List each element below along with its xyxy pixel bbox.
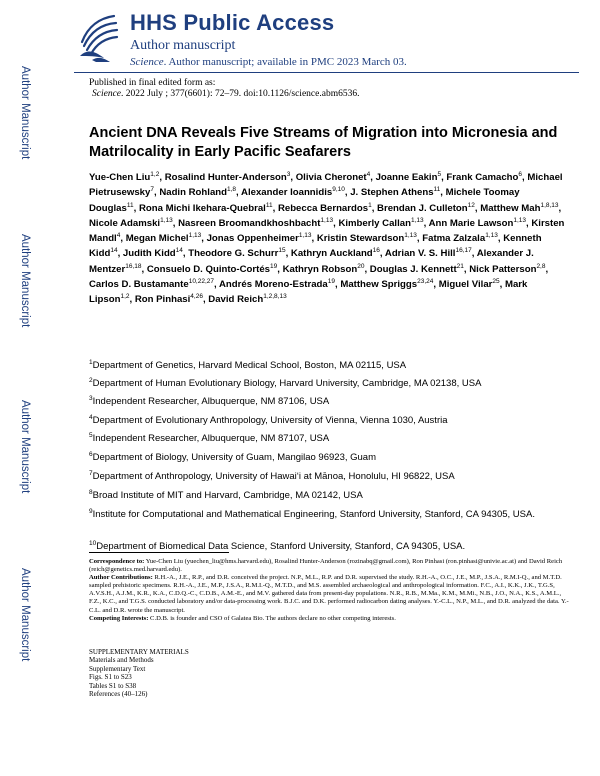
supplementary-line: Supplementary Text bbox=[89, 664, 146, 673]
author-manuscript-label: Author manuscript bbox=[130, 38, 236, 53]
author-affiliation-sup: 1,2 bbox=[150, 170, 160, 178]
author-name: Adrian V. S. Hill$^{16,17}$ bbox=[384, 247, 472, 260]
author-name: Miguel Vilar$^{25}$ bbox=[438, 277, 500, 291]
author-affiliation-sup: 1,2,8,13 bbox=[263, 293, 287, 301]
author-affiliation-sup: 14 bbox=[175, 247, 183, 255]
hhs-header bbox=[74, 10, 574, 70]
affiliation-text: Institute for Computational and Mathematical Engineering, Stanford University, Stanford, CA 94305, USA. bbox=[92, 509, 535, 520]
author-name: J. Stephen Athens$^{11}$ bbox=[350, 186, 441, 199]
citation-line bbox=[89, 89, 359, 100]
author-affiliation-sup: 11 bbox=[126, 201, 134, 209]
affiliation-text: Department of Biology, University of Guam, Mangilao 96923, Guam bbox=[92, 452, 377, 463]
author-contributions bbox=[89, 574, 571, 614]
affiliation-item bbox=[89, 470, 565, 483]
author-name: David Reich$^{1,2,8,13}$ bbox=[208, 293, 287, 306]
competing-label: Competing Interests: bbox=[89, 614, 149, 622]
affiliation-item bbox=[89, 395, 565, 408]
affiliation-item bbox=[89, 432, 565, 445]
author-name: Carlos D. Bustamante$^{10,22,27}$ bbox=[89, 277, 215, 291]
author-name: Michele Toomay Douglas$^{11}$ bbox=[89, 187, 520, 214]
affiliation-number: 8 bbox=[89, 488, 93, 496]
affiliation-number: 2 bbox=[89, 376, 93, 384]
side-label-author-manuscript: Author Manuscript bbox=[19, 568, 31, 662]
author-name: Nasreen Broomandkhoshbacht$^{1,13}$ bbox=[178, 216, 334, 229]
header-divider bbox=[74, 72, 579, 73]
author-name: Jonas Oppenheimer$^{1,13}$ bbox=[206, 232, 312, 245]
author-affiliation-sup: 2,8 bbox=[536, 262, 546, 270]
author-name: Brendan J. Culleton$^{12}$ bbox=[377, 201, 475, 214]
affiliation-number: 10 bbox=[89, 539, 97, 547]
affiliation-text: Department of Biomedical Data Science, Stanford University, Stanford, CA 94305, USA. bbox=[96, 541, 466, 552]
affiliation-item bbox=[89, 508, 565, 521]
supplementary-materials bbox=[89, 648, 389, 698]
author-name: Nadin Rohland$^{1,8}$ bbox=[159, 186, 237, 199]
affiliation-number: 1 bbox=[89, 358, 93, 366]
affiliation-item bbox=[89, 377, 565, 390]
correspondence bbox=[89, 558, 571, 574]
author-name: Fatma Zalzala$^{1,13}$ bbox=[422, 232, 498, 245]
supplementary-line: Figs. S1 to S23 bbox=[89, 673, 132, 682]
author-name: Judith Kidd$^{14}$ bbox=[122, 247, 183, 260]
author-name: Rebecca Bernardos$^1$ bbox=[277, 201, 372, 214]
author-affiliation-sup: 16,18 bbox=[125, 262, 142, 270]
author-affiliation-sup: 1,8,13 bbox=[540, 201, 559, 209]
author-name: Rosalind Hunter-Anderson$^3$ bbox=[164, 170, 291, 183]
author-affiliation-sup: 16,17 bbox=[455, 247, 472, 255]
affiliation-text: Broad Institute of MIT and Harvard, Cambridge, MA 02142, USA bbox=[92, 490, 363, 501]
affiliation-number: 6 bbox=[89, 450, 93, 458]
author-affiliation-sup: 6 bbox=[518, 170, 523, 178]
hhs-title: HHS Public Access bbox=[130, 10, 335, 35]
author-affiliation-sup: 23,24 bbox=[417, 277, 434, 285]
affiliation-number: 9 bbox=[89, 507, 93, 515]
author-name: Kathryn Robson$^{20}$ bbox=[282, 262, 365, 275]
supplementary-line: Tables S1 to S38 bbox=[89, 681, 137, 690]
hhs-eagle-logo-icon bbox=[74, 12, 124, 64]
author-affiliation-sup: 10,22,27 bbox=[188, 277, 215, 285]
author-affiliation-sup: 16 bbox=[372, 247, 380, 255]
author-affiliation-sup: 1,13 bbox=[410, 216, 424, 224]
affiliation-text: Department of Genetics, Harvard Medical School, Boston, MA 02115, USA bbox=[92, 360, 407, 371]
affiliation-number: 5 bbox=[89, 431, 93, 439]
author-affiliation-sup: 1,13 bbox=[513, 216, 527, 224]
author-name: Alexander J. Mentzer$^{16,18}$ bbox=[89, 248, 534, 275]
affiliation-text: Department of Evolutionary Anthropology, University of Vienna, Vienna 1030, Austria bbox=[92, 415, 448, 426]
author-affiliation-sup: 4 bbox=[366, 170, 371, 178]
contributions-text: R.H.-A., J.E., R.P., and D.R. conceived the project. N.P., M.L., R.P. and D.R. supervised the study. R.H.-A., O.C., J.E., M.P., J.S.A., R.M.I-Q., and M.T.D. sampled prehistoric specimens. R.H.-A., J.E., M.P., J.S.A., R.M.I.-Q., M.T.D., and M.S. assembled archaeological and anthropological information. F.C., A.I., K.K., J.K., T.G.S, A.V.S.H., A.J.M., K.R., K.A., C.D.Q.-C., C.D.B., A.M.-E., and M.V. gathered data from present-day populations. N.R., R.B., M.Ma., K.M., M.Mi., N.B., J.O., N.A., K.S., A.M.L., F.Z., K.C., and T.G.S. conducted laboratory and/or data-processing work. B.J.C. and D.K. performed radiocarbon dating analyses. Y.-C.L., N.P., M.L., and D.R. analyzed the data. Y.-C.L. and D.R. wrote the manuscript. bbox=[89, 574, 569, 614]
author-name: Michael Pietrusewsky$^7$ bbox=[89, 172, 563, 199]
author-name: Nicole Adamski$^{1,13}$ bbox=[89, 216, 173, 229]
author-name: Kimberly Callan$^{1,13}$ bbox=[338, 216, 424, 229]
affiliation-number: 3 bbox=[89, 394, 93, 402]
correspondence-label: Correspondence to: bbox=[89, 558, 145, 565]
footnote-divider bbox=[89, 552, 229, 553]
journal-name: Science bbox=[130, 56, 164, 68]
author-affiliation-sup: 1,13 bbox=[404, 232, 417, 239]
author-affiliation-sup: 4 bbox=[116, 232, 121, 239]
author-name: Consuelo D. Quinto-Cortés$^{19}$ bbox=[146, 262, 278, 275]
affiliation-number: 4 bbox=[89, 413, 93, 421]
author-name: Frank Camacho$^6$ bbox=[446, 170, 523, 183]
author-name: Yue-Chen Liu$^{1,2}$ bbox=[89, 170, 160, 183]
author-name: Theodore G. Schurr$^{15}$ bbox=[188, 247, 286, 260]
citation-journal: Science bbox=[92, 89, 122, 99]
author-name: Rona Michi Ikehara-Quebral$^{11}$ bbox=[138, 201, 273, 214]
author-list: Yue-Chen Liu$^{1,2}$, Rosalind Hunter-Anderson$^3$, Olivia Cheronet$^4$, Joanne Eakin$^5$, Frank Camacho$^6$, Michael Pietrusewsky$^7$, Nadin Rohland$^{1,8}$, Alexander Ioannidis$^{9,10}$, J. Stephen Athens$^{11}$, Michele Toomay Douglas$^{11}$, Rona Michi Ikehara-Quebral$^{11}$, Rebecca Bernardos$^1$, Brendan J. Culleton$^{12}$, Matthew Mah$^{1,8,13}$, Nicole Adamski$^{1,13}$, Nasreen Broomandkhoshbacht$^{1,13}$, Kimberly Callan$^{1,13}$, Ann Marie Lawson$^{1,13}$, Kirsten Mandl$^4$, Megan Michel$^{1,13}$, Jonas Oppenheimer$^{1,13}$, Kristin Stewardson$^{1,13}$, Fatma Zalzala$^{1,13}$, Kenneth Kidd$^{14}$, Judith Kidd$^{14}$, Theodore G. Schurr$^{15}$, Kathryn Auckland$^{16}$, Adrian V. S. Hill$^{16,17}$, Alexander J. Mentzer$^{16,18}$, Consuelo D. Quinto-Cortés$^{19}$, Kathryn Robson$^{20}$, Douglas J. Kennett$^{21}$, Nick Patterson$^{2,8}$, Carlos D. Bustamante$^{10,22,27}$, Andrés Moreno-Estrada$^{19}$, Matthew Spriggs$^{23,24}$, Miguel Vilar$^{25}$, Mark Lipson$^{1,2}$, Ron Pinhasi$^{4,26}$, David Reich$^{1,2,8,13}$ bbox=[89, 170, 565, 306]
paper-title: Ancient DNA Reveals Five Streams of Migration into Micronesia and Matrilocality in Early Pacific Seafarers bbox=[89, 125, 558, 160]
author-affiliation-sup: 21 bbox=[456, 262, 464, 270]
author-name: Nick Patterson$^{2,8}$ bbox=[469, 262, 546, 275]
author-affiliation-sup: 1,8 bbox=[227, 186, 237, 194]
correspondence-block bbox=[89, 558, 571, 623]
side-label-author-manuscript: Author Manuscript bbox=[19, 66, 31, 160]
affiliation-item bbox=[89, 451, 565, 464]
affiliation-item bbox=[89, 359, 565, 372]
author-affiliation-sup: 1,13 bbox=[320, 216, 334, 224]
affiliation-item bbox=[89, 414, 565, 427]
correspondence-text: Yue-Chen Liu (yuechen_liu@hms.harvard.edu), Rosalind Hunter-Anderson (rozinabq@gmail.com), Ron Pinhasi (ron.pinhasi@univie.ac.at) and David Reich (reich@genetics.med.harvard.edu). bbox=[89, 558, 563, 574]
side-label-author-manuscript: Author Manuscript bbox=[19, 234, 31, 328]
author-name: Douglas J. Kennett$^{21}$ bbox=[369, 262, 464, 275]
supplementary-line: SUPPLEMENTARY MATERIALS bbox=[89, 648, 189, 656]
supplementary-line: References (40–126) bbox=[89, 690, 148, 699]
author-name: Kirsten Mandl$^4$ bbox=[89, 217, 565, 245]
author-affiliation-sup: 4,26 bbox=[190, 293, 203, 301]
citation-text: . 2022 July ; 377(6601): 72–79. doi:10.1126/science.abm6536. bbox=[121, 89, 360, 99]
affiliation-text: Department of Human Evolutionary Biology, Harvard University, Cambridge, MA 02138, USA bbox=[92, 378, 482, 389]
author-affiliation-sup: 5 bbox=[437, 170, 442, 178]
author-name: Alexander Ioannidis$^{9,10}$ bbox=[241, 186, 345, 199]
author-affiliation-sup: 15 bbox=[278, 247, 286, 255]
author-name: Kathryn Auckland$^{16}$ bbox=[290, 247, 380, 260]
contributions-label: Author Contributions: bbox=[89, 574, 153, 582]
author-affiliation-sup: 3 bbox=[286, 170, 291, 178]
affiliation-text: Department of Anthropology, University of Hawai‘i at Mānoa, Honolulu, HI 96822, USA bbox=[92, 471, 455, 482]
author-affiliation-sup: 1,2 bbox=[120, 293, 130, 301]
author-affiliation-sup: 12 bbox=[467, 201, 475, 209]
author-name: Megan Michel$^{1,13}$ bbox=[125, 232, 202, 245]
author-name: Ann Marie Lawson$^{1,13}$ bbox=[428, 216, 527, 229]
publication-info bbox=[89, 78, 359, 100]
author-affiliation-sup: 1,13 bbox=[160, 216, 173, 224]
author-affiliation-sup: 20 bbox=[357, 262, 365, 270]
affiliation-number: 7 bbox=[89, 469, 93, 477]
published-label: Published in final edited form as: bbox=[89, 78, 216, 88]
author-name: Andrés Moreno-Estrada$^{19}$ bbox=[219, 277, 335, 291]
author-name: Joanne Eakin$^5$ bbox=[375, 170, 442, 183]
author-affiliation-sup: 19 bbox=[270, 262, 278, 270]
author-affiliation-sup: 25 bbox=[492, 277, 500, 285]
author-affiliation-sup: 1,13 bbox=[298, 232, 312, 239]
author-affiliation-sup: 11 bbox=[265, 201, 273, 209]
author-name: Kenneth Kidd$^{14}$ bbox=[89, 233, 542, 260]
affiliation-item bbox=[89, 489, 565, 502]
author-affiliation-sup: 1 bbox=[368, 201, 372, 209]
author-affiliation-sup: 11 bbox=[433, 186, 441, 194]
author-affiliation-sup: 1,13 bbox=[188, 232, 202, 239]
supplementary-line: Materials and Methods bbox=[89, 656, 154, 665]
competing-interests bbox=[89, 615, 571, 623]
author-affiliation-sup: 9,10 bbox=[332, 186, 345, 194]
affiliation-text: Independent Researcher, Albuquerque, NM 87107, USA bbox=[92, 433, 330, 444]
side-label-author-manuscript: Author Manuscript bbox=[19, 400, 31, 494]
affiliation-text: Independent Researcher, Albuquerque, NM 87106, USA bbox=[92, 396, 330, 407]
availability-text: . Author manuscript; available in PMC 2023 March 03. bbox=[163, 56, 407, 68]
author-name: Olivia Cheronet$^4$ bbox=[295, 170, 371, 183]
author-name: Matthew Spriggs$^{23,24}$ bbox=[340, 277, 434, 291]
author-affiliation-sup: 14 bbox=[110, 247, 118, 255]
availability-line bbox=[130, 56, 407, 68]
author-affiliation-sup: 7 bbox=[150, 186, 154, 194]
author-name: Ron Pinhasi$^{4,26}$ bbox=[134, 293, 203, 306]
author-name: Matthew Mah$^{1,8,13}$ bbox=[480, 201, 559, 214]
author-affiliation-sup: 19 bbox=[327, 277, 335, 285]
author-name: Kristin Stewardson$^{1,13}$ bbox=[316, 232, 417, 245]
author-affiliation-sup: 1,13 bbox=[485, 232, 498, 239]
competing-text: C.D.B. is founder and CSO of Galatea Bio. The authors declare no other competing interests. bbox=[148, 614, 396, 622]
author-name: Mark Lipson$^{1,2}$ bbox=[89, 279, 528, 306]
